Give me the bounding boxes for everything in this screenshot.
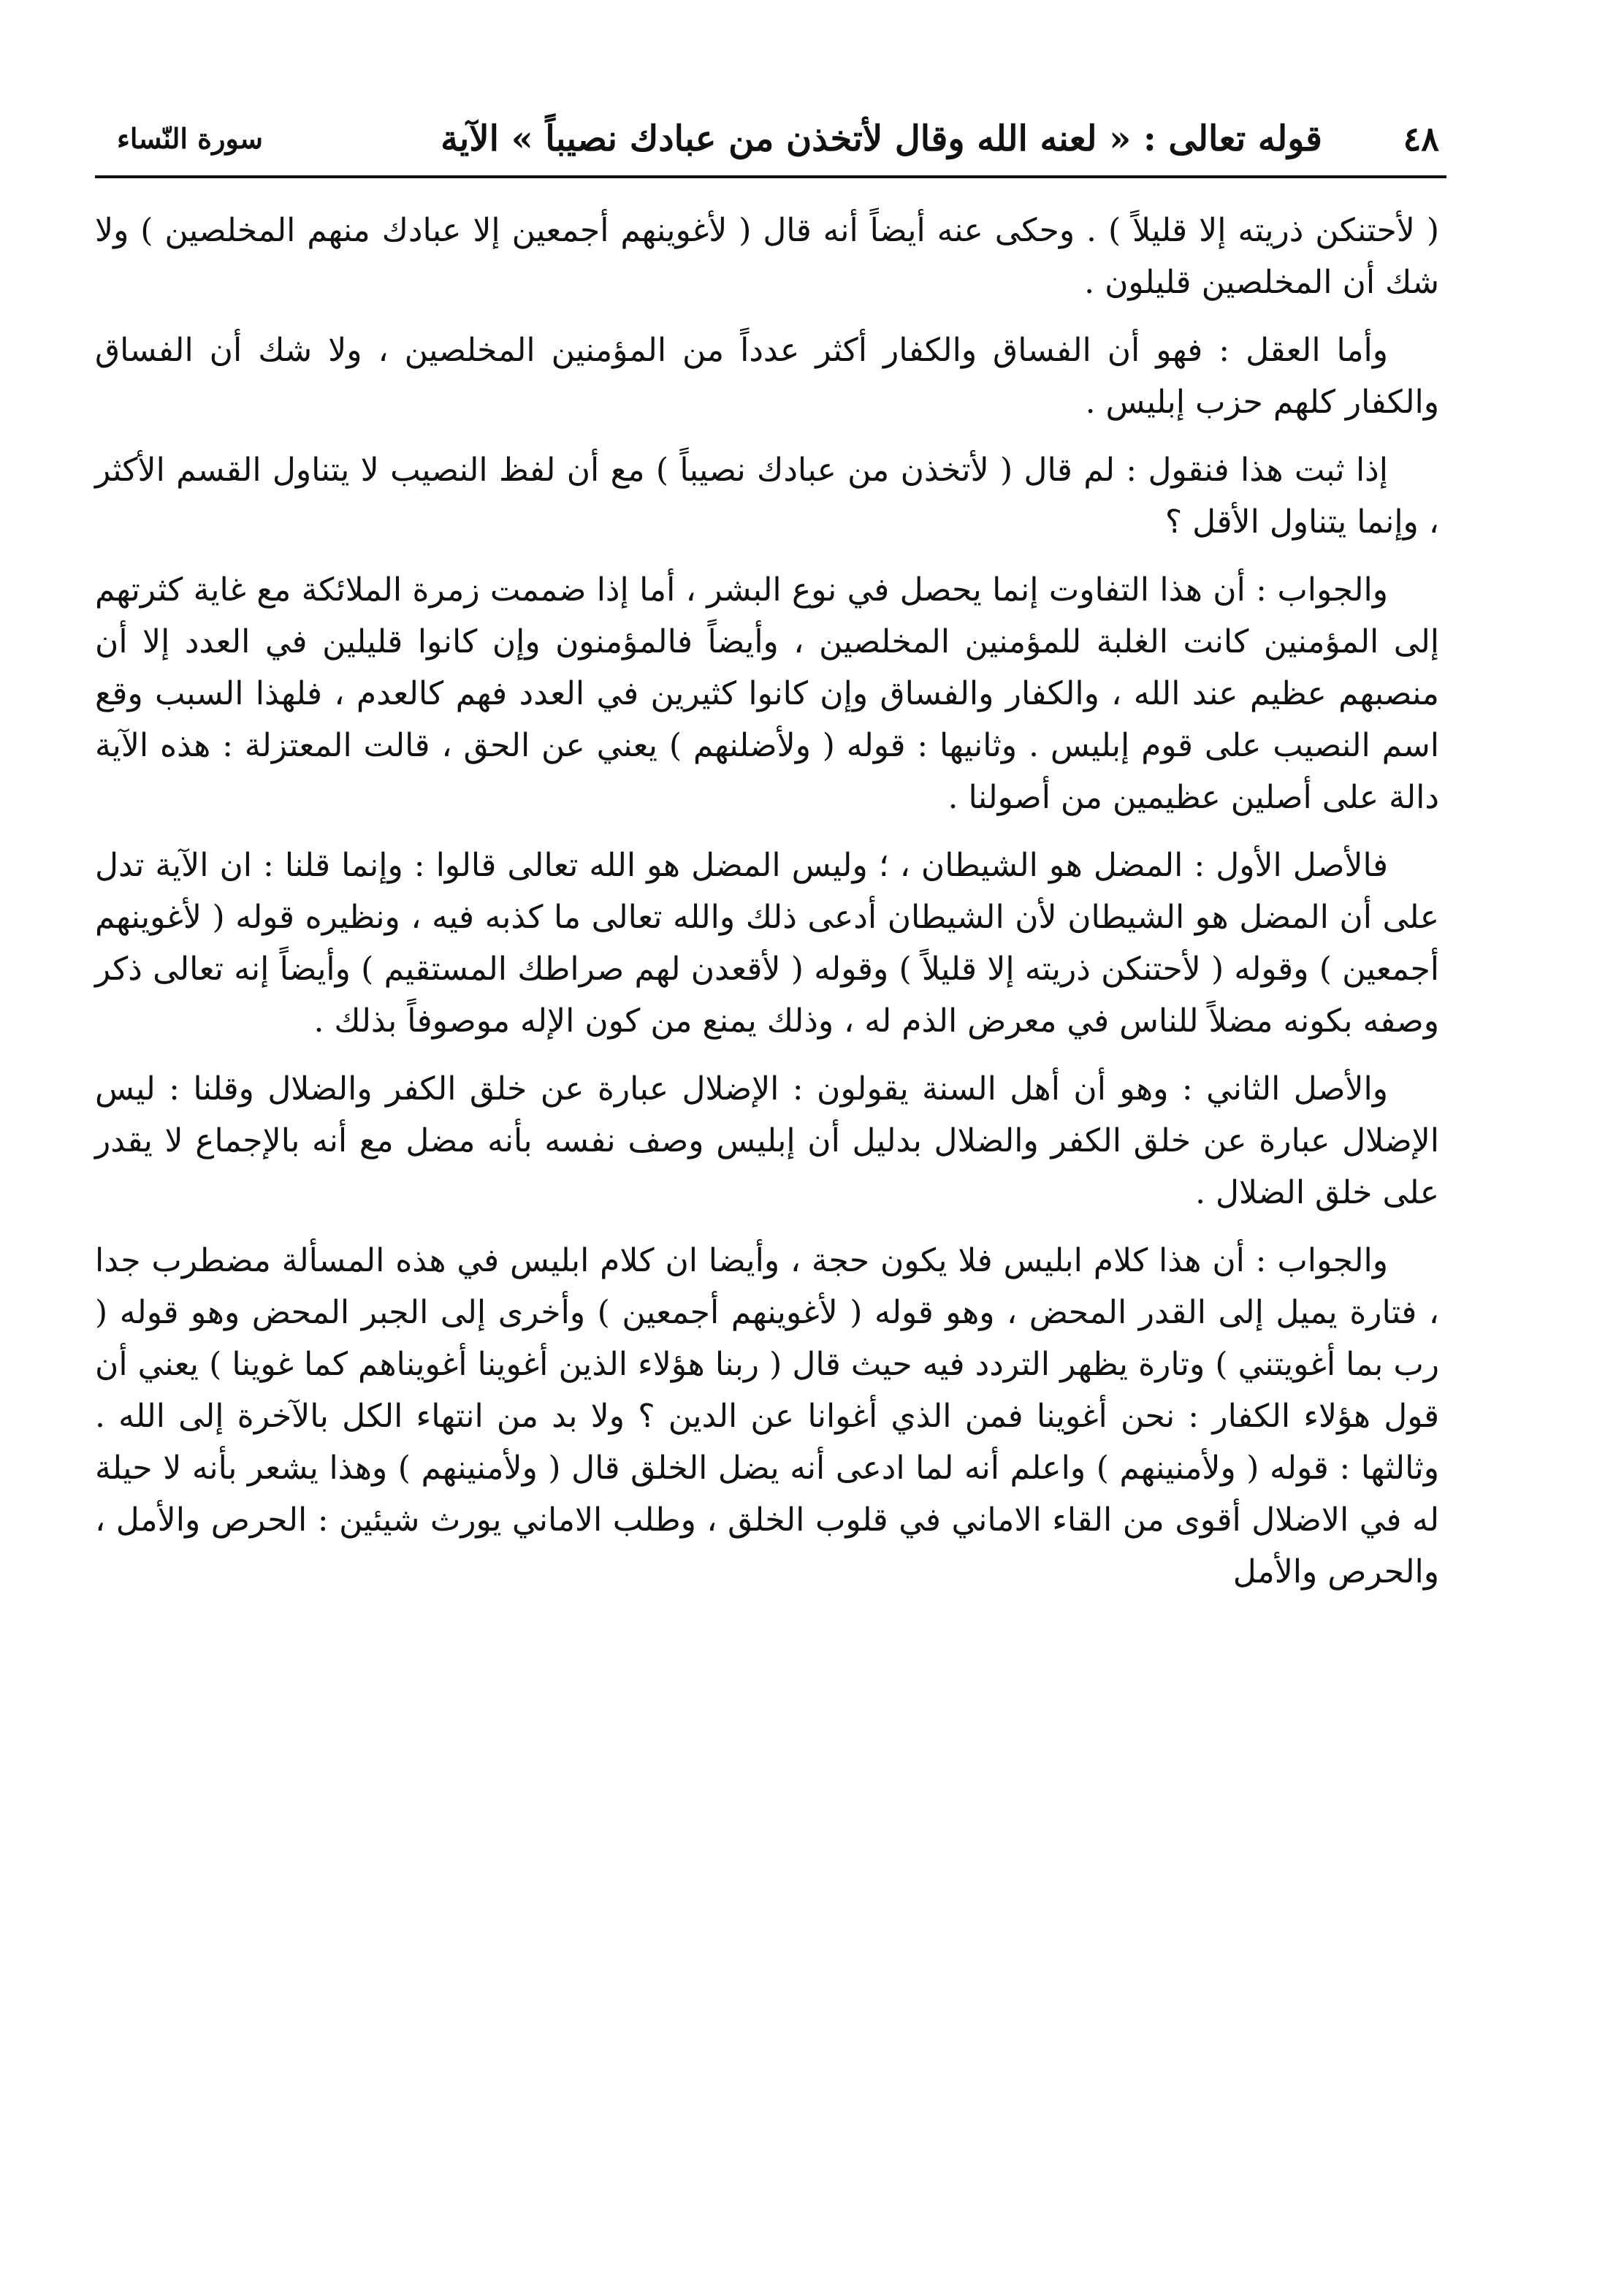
paragraph-2: وأما العقل : فهو أن الفساق والكفار أكثر عدداً من المؤمنين المخلصين ، ولا شك أن الفساق والكفار كلهم حزب إبليس . (95, 332, 1439, 421)
page-body (95, 205, 1439, 1614)
surah-name: سورة النّساء (117, 122, 263, 155)
paragraph-3: إذا ثبت هذا فنقول : لم قال ( لأتخذن من عبادك نصيباً ) مع أن لفظ النصيب لا يتناول القسم الأكثر ، وإنما يتناول الأقل ؟ (95, 452, 1439, 541)
page-number: ٤٨ (1403, 119, 1439, 159)
paragraph-7: والجواب : أن هذا كلام ابليس فلا يكون حجة ، وأيضا ان كلام ابليس في هذه المسألة مضطرب جدا ، فتارة يميل إلى القدر المحض ، وهو قوله ( لأغوينهم أجمعين ) وأخرى إلى الجبر المحض وهو قوله ( رب بما أغويتني ) وتارة يظهر التردد فيه حيث قال ( ربنا هؤلاء الذين أغوينا أغويناهم كما غوينا ) يعني أن قول هؤلاء الكفار : نحن أغوينا فمن الذي أغوانا عن الدين ؟ ولا بد من انتهاء الكل بالآخرة إلى الله . وثالثها : قوله ( ولأمنينهم ) واعلم أنه لما ادعى أنه يضل الخلق قال ( ولأمنينهم ) وهذا يشعر بأنه لا حيلة له في الاضلال أقوى من القاء الاماني في قلوب الخلق ، وطلب الاماني يورث شيئين : الحرص والأمل ، والحرص والأمل (95, 1242, 1439, 1591)
paragraph-5: فالأصل الأول : المضل هو الشيطان ، ؛ وليس المضل هو الله تعالى قالوا : وإنما قلنا : ان الآية تدل على أن المضل هو الشيطان لأن الشيطان أدعى ذلك والله تعالى ما كذبه فيه ، ونظيره قوله ( لأغوينهم أجمعين ) وقوله ( لأحتنكن ذريته إلا قليلاً ) وقوله ( لأقعدن لهم صراطك المستقيم ) وأيضاً إنه تعالى ذكر وصفه بكونه مضلاً للناس في معرض الذم له ، وذلك يمنع من كون الإله موصوفاً بذلك . (95, 847, 1439, 1040)
header-divider (95, 175, 1446, 178)
page-header (102, 110, 1439, 168)
paragraph-1: ( لأحتنكن ذريته إلا قليلاً ) . وحكى عنه أيضاً أنه قال ( لأغوينهم أجمعين إلا عبادك منهم المخلصين ) ولا شك أن المخلصين قليلون . (95, 212, 1439, 301)
paragraph-4: والجواب : أن هذا التفاوت إنما يحصل في نوع البشر ، أما إذا ضممت زمرة الملائكة مع غاية كثرتهم إلى المؤمنين كانت الغلبة للمؤمنين المخلصين ، وأيضاً فالمؤمنون وإن كانوا قليلين في العدد إلا أن منصبهم عظيم عند الله ، والكفار والفساق وإن كانوا كثيرين في العدد فهم كالعدم ، فلهذا السبب وقع اسم النصيب على قوم إبليس . وثانيها : قوله ( ولأضلنهم ) يعني عن الحق ، قالت المعتزلة : هذه الآية دالة على أصلين عظيمين من أصولنا . (95, 571, 1439, 816)
running-title: قوله تعالى : « لعنه الله وقال لأتخذن من عبادك نصيباً » الآية (441, 118, 1322, 159)
paragraph-6: والأصل الثاني : وهو أن أهل السنة يقولون : الإضلال عبارة عن خلق الكفر والضلال وقلنا : ليس الإضلال عبارة عن خلق الكفر والضلال بدليل أن إبليس وصف نفسه بأنه مضل مع أنه بالإجماع لا يقدر على خلق الضلال . (95, 1070, 1440, 1211)
